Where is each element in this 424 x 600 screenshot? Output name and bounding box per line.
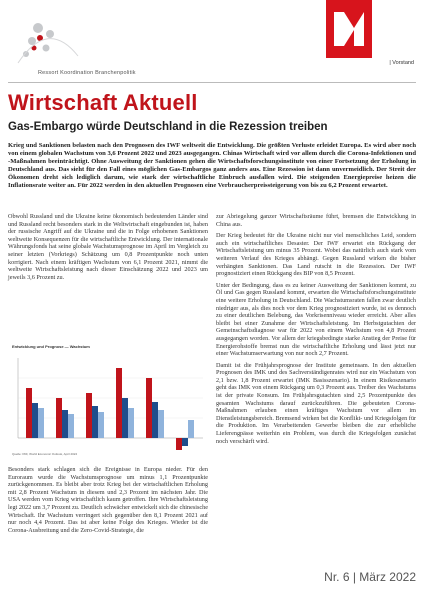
brand-logo (326, 0, 372, 58)
igmetall-logo-icon (332, 10, 366, 48)
publication-title: Wirtschaft Aktuell (8, 90, 198, 115)
header-divider (8, 82, 416, 83)
article-headline: Gas-Embargo würde Deutschland in die Rezession treiben (8, 121, 328, 133)
chart-source: Quelle: IWF, World Economic Outlook, April 2022 (12, 452, 78, 456)
left-paragraph-2: Besonders stark schlagen sich die Ereignisse in Europa nieder. Für den Euroraum wurde die Wachstumsprognose um minus 1,1 Prozentpunkte zurückgenommen. Es bleibt aber trotz Krieg bei der wirtschaftlichen Erholung mit 2,8 Prozent Wachstum in diesem und 2,3 Prozent im nächsten Jahr. Die USA werden vom Krieg wirtschaftlich kaum getroffen. Ihre Wirtschaftsleistung legt 2022 um 3,7 Prozent zu. Deutlich schwächer entwickelt sich die chinesische Wirtschaft. Ihr Wachstum verringert sich gegenüber den 8,1 Prozent 2021 auf nur noch 4,4 Prozent. Das ist aber keine Folge des Krieges. Wieder ist die Corona-Ausbreitung und die Zero-Covid-Strategie, die (8, 466, 208, 534)
header-graphic (8, 8, 238, 68)
issue-label: Nr. 6 | März 2022 (324, 570, 416, 584)
right-column (216, 213, 416, 449)
right-paragraph-4: Damit ist die Frühjahrsprognose der Institute gemeinsam. In den aktuellen Prognosen des IMK und des Sachverständigenrates wird nur ein Wachstum von 2,1 bzw. 1,8 Prozent erwartet (IMK Basisszenario). In einem Risikoszenario geht das IMK von einem Rückgang um 0,3 Prozent aus. Treiber des Wachstums ist der private Konsum. Im Frühjahrsgutachten sind 2,5 Prozentpunkte des gesamten Wachstums darauf zurückzuführen. Die gebeuteten Corona-Maßnahmen erlauben einen kräftiges Wachstum vor allem im Dienstleistungsbereich. Bremsend wirken bei die Konflikt- und Kriegsfolgen für die Produktion. Im Verarbeitenden Gewerbe bleiben die zur erhebliche Lieferengpässe weiterhin ein Problem, was durch die Kriegsfolgen zunächst noch verschärft wird. (216, 361, 416, 445)
lead-paragraph: Krieg und Sanktionen belasten nach den Prognosen des IWF weltweit die Entwicklung. Die größten Verluste erleidet Europa. Es wird aber noch von einem globalen Wachstum von 3,6 Prozent 2022 und 2023 ausgegangen. Chinas Wirtschaft wird vor allem durch die Corona-Infektionen und -Maßnahmen beeinträchtigt. Ohne Ausweitung der Sanktionen gehen die Wirtschaftsforschungsinstitute von einer Fortsetzung der Erholung in Deutschland aus. Das sieht für den Fall eines möglichen Gas-Embargos ganz anders aus. Eine Rezession ist dann unvermeidlich. Der Streit der Ökonomen dreht sich lediglich darum, wie stark der wirtschaftliche Einbruch ausfallen wird. Die steigenden Energiepreise heizen die Inflationsrate weiter an. Für 2022 werden in den aktuellen Prognosen eine Verbraucherpreissteigerung von bis zu 6,2 Prozent erwartet. (8, 142, 416, 190)
growth-chart (8, 342, 208, 460)
ressort-logo-icon (8, 8, 238, 70)
chart-title: Entwicklung und Prognose — Wachstum (12, 344, 90, 349)
right-paragraph-1: zur Abriegelung ganzer Wirtschaftsräume führt, bremsen die Entwicklung in China aus. (216, 213, 416, 228)
left-column-bottom (8, 466, 208, 538)
right-paragraph-2: Der Krieg bedeutet für die Ukraine nicht nur viel menschliches Leid, sondern auch ein wirtschaftliches Desaster. Der IWF erwartet ein Rückgang der Wirtschaftsleistung um minus 35 Prozent. Wobei das natürlich auch stark vom weiteren Verlauf des Krieges abhängt. Gegen Russland wirken die bisher verhängten Sanktionen. Das Land rutscht in die Rezession. Der IWF prognostiziert einen Rückgang des BIP von 8,5 Prozent. (216, 232, 416, 278)
chart-graphic (8, 348, 208, 458)
left-column-top (8, 213, 208, 285)
ressort-label: Ressort Koordination Branchenpolitik (38, 70, 136, 76)
vorstand-label: | Vorstand (389, 60, 414, 66)
right-paragraph-3: Unter der Bedingung, dass es zu keiner Ausweitung der Sanktionen kommt, zu Öl und Gas gegen Russland kommt, erwarten die Wirtschaftsforschungsinstitute eine weitere Erholung in Deutschland. Die Wachstumsraten fallen zwar deutlich niedriger aus, als dies noch vor dem Krieg prognostiziert wurde, ist es dennoch zu einer deutlichen Belebung, das Vorkrisenniveau wieder erreicht. Aber alles bleibt bei einer Zunahme der Wirtschaftsleistung. Im Herbstgutachten der Gemeinschaftsdiagnose war für 2022 von einem Wachstum von 4,8 Prozent ausgegangen worden. Vor allem der kriegsbedingte starke Anstieg der Preise für Energierohstoffe bremst nun die wirtschaftliche Erholung und lässt jetzt nur einer Wachstumserwartung von nur noch 2,7 Prozent. (216, 281, 416, 358)
left-paragraph-1: Obwohl Russland und die Ukraine keine ökonomisch bedeutenden Länder sind und Russland recht besonders stark in die Weltwirtschaft eingebunden ist, haben der russische Angriff auf die Ukraine und die in Folge erhobenen Sanktionen weltweite Konsequenzen für die wirtschaftliche Entwicklung. Der internationale Währungsfonds hat seine globale Wachstumsprognose im April im Vergleich zu seiner letzten (Vorkriegs) Schätzung um 0,8 Prozentpunkte noch unten korrigiert. Nach einem kräftigen Wachstum von 6,1 Prozent 2021, nimmt die weltweite Wirtschaftsleistung nach dieser Einschätzung 2022 und 2023 um jeweils 3,6 Prozent zu. (8, 213, 208, 281)
